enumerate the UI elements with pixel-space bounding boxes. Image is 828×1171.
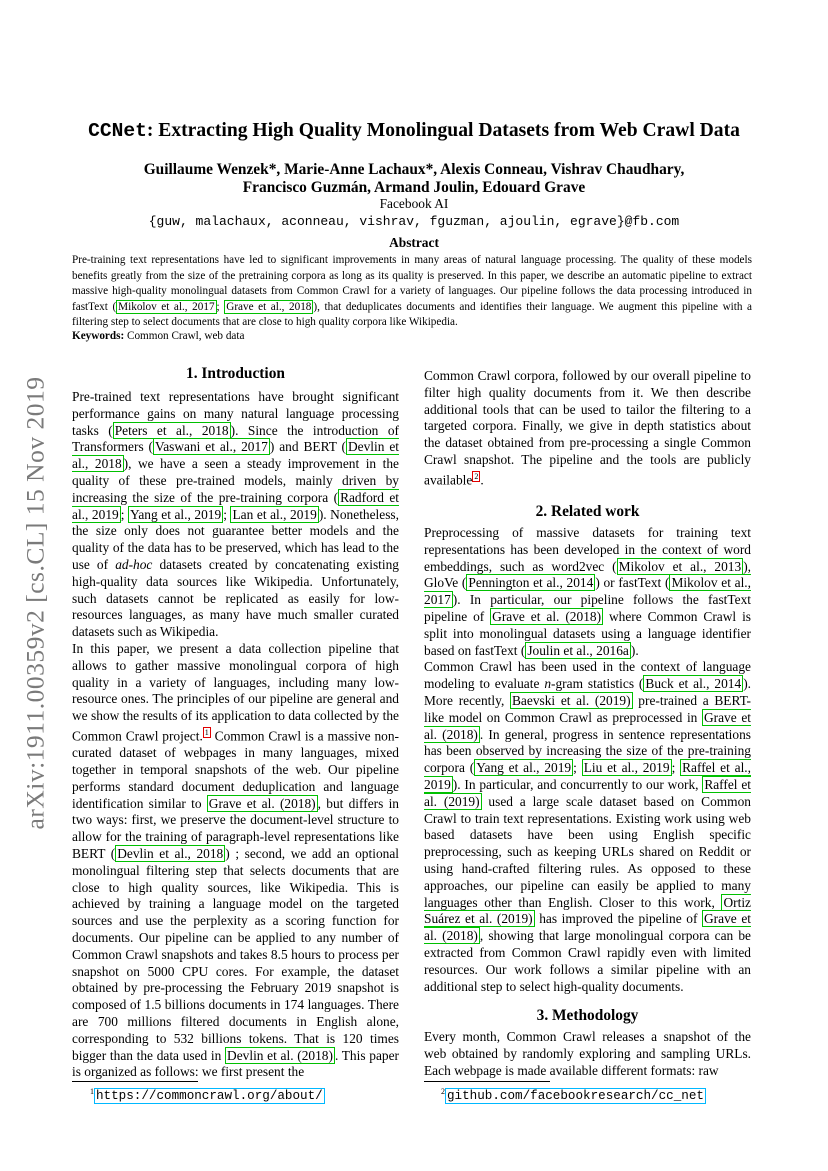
body-text: ;: [223, 506, 231, 522]
footnote-rule-right: [424, 1081, 550, 1082]
body-text: ).: [630, 642, 639, 658]
arxiv-identifier-stamp: [22, 357, 48, 849]
citation-link[interactable]: Lan et al., 2019: [232, 506, 317, 522]
citation-link[interactable]: Devlin et al., 2018: [117, 845, 224, 861]
body-text: ;: [671, 760, 681, 776]
citation-link[interactable]: Grave et al. (2018): [208, 795, 316, 811]
intro-paragraph-2: [72, 641, 399, 1081]
citation-link[interactable]: Buck et al., 2014: [645, 676, 742, 692]
citation-link[interactable]: Liu et al., 2019: [583, 760, 670, 776]
body-text: pre-trained a BERT-like model on Common Crawl as preprocessed in: [424, 693, 751, 725]
abstract-heading: Abstract: [389, 235, 439, 250]
citation-link[interactable]: Grave et al. (2018): [424, 709, 751, 742]
footnote-number: 1: [90, 1087, 94, 1096]
affiliation: Facebook AI: [379, 196, 449, 211]
footnote-number: 2: [441, 1087, 445, 1096]
footnote-marker[interactable]: 1: [204, 727, 209, 737]
body-text: ). More recently,: [424, 676, 752, 709]
body-text: Common Crawl corpora, followed by our overall pipeline to filter high quality documents from it. We then describe additional tools that can be used to tailor the filtering to a targeted corpora. Finally, we give in depth statistics about the dataset obtained from pre-processing a single Common Crawl snapshot. The pipeline and the tools are publicly available: [424, 368, 751, 488]
body-text: ), we have a seen a steady improvement in the quality of these pre-trained models, mainly driven by increasing the size of the pre-training corpora (: [72, 456, 399, 505]
intro-paragraph-1: [72, 389, 399, 641]
arxiv-stamp-text: arXiv:1911.00359v2 [cs.CL] 15 Nov 2019: [20, 376, 49, 830]
citation-link[interactable]: Mikolov et al., 2017: [424, 575, 751, 608]
citation-link[interactable]: Yang et al., 2019: [476, 760, 572, 776]
body-text: Pre-trained text representations have brought significant performance gains on many natural language processing tasks (: [72, 389, 399, 438]
body-text: . This paper is organized as follows: we first present the: [72, 1047, 399, 1080]
body-text: datasets created by concatenating existing high-quality data sources like Wikipedia. Unfortunately, such datasets cannot be replicated as easily for low-resources languages, as many have much smaller curated datasets such as Wikipedia.: [72, 556, 399, 640]
footnote-2: [441, 1087, 706, 1103]
citation-link[interactable]: Baevski et al. (2019): [512, 693, 631, 709]
keywords-values: Common Crawl, web data: [124, 330, 245, 342]
body-text: has improved the pipeline of: [534, 911, 703, 927]
section-heading-introduction: 1. Introduction: [186, 365, 285, 382]
body-text: , showing that large monolingual corpora can be extracted from Common Crawl rapidly even with limited resources. Our work follows a similar pipeline with an additional step to select high-quality documents.: [424, 928, 751, 994]
citation-link[interactable]: Devlin et al. (2018): [227, 1047, 333, 1063]
italic-term: ad-hoc: [115, 556, 153, 572]
intro-paragraph-3: [424, 368, 751, 489]
body-text: ). Nonetheless, the size only does not guarantee better models and the quality of the data has to be preserved, which has lead to the use of: [72, 506, 399, 572]
abstract-text: ), that deduplicates documents and identifies their language. We augment this pipeline with a filtering step to select documents that are close to high quality corpora like Wikipedia.: [72, 300, 752, 329]
citation-link[interactable]: Pennington et al., 2014: [468, 575, 594, 591]
body-text: ), GloVe (: [424, 558, 751, 591]
citation-link[interactable]: Radford et al., 2019: [72, 489, 400, 522]
title-project-name: CCNet: [88, 120, 147, 142]
keywords-label: Keywords:: [72, 330, 125, 342]
footnote-marker[interactable]: 2: [474, 471, 479, 481]
body-text: where Common Crawl is split into monolingual datasets using a language identifier based on fastText (: [424, 609, 751, 658]
section-heading-methodology: 3. Methodology: [536, 1007, 639, 1025]
body-text: In this paper, we present a data collection pipeline that allows to gather massive monolingual corpora of high quality in a variety of languages, including many low-resource ones. The principles of our pipeline are general and we show the results of its application to data collected by the Common Crawl project.: [72, 640, 399, 744]
citation-link[interactable]: Joulin et al., 2016a: [527, 642, 629, 658]
abstract-body: [72, 253, 752, 331]
body-text: ) and BERT (: [269, 439, 346, 455]
related-paragraph-2: [424, 659, 751, 995]
body-text: ;: [573, 760, 582, 776]
citation-link[interactable]: Grave et al. (2018): [424, 911, 751, 944]
footnote-1: [90, 1087, 325, 1103]
citation-link[interactable]: Raffel et al. (2019): [424, 777, 751, 809]
citation-link[interactable]: Mikolov et al., 2013: [618, 558, 742, 574]
citation-link[interactable]: Raffel et al., 2019: [424, 760, 751, 792]
left-column: [72, 389, 399, 1081]
footnote-rule-left: [72, 1081, 198, 1082]
body-text: ) or fastText (: [595, 575, 670, 591]
abstract-text: Pre-training text representations have led to significant improvements in many areas of natural language processing. The quality of these models benefits greatly from the size of the pretraining corpora as long as its quality is preserved. In this paper, we describe an automatic pipeline to extract massive high-quality monolingual datasets from Common Crawl for a variety of languages. Our pipeline follows the data processing introduced in fastText (: [72, 254, 752, 313]
right-column: [424, 368, 751, 1080]
abstract-text: ;: [216, 300, 225, 313]
keywords: [72, 330, 752, 342]
method-paragraph-1: Every month, Common Crawl releases a snapshot of the web obtained by randomly exploring and sampling URLs. Each webpage is made available different formats: raw: [424, 1029, 751, 1078]
author-emails: {guw, malachaux, aconneau, vishrav, fguzman, ajoulin, egrave}@fb.com: [148, 214, 680, 229]
body-text: ). In particular, and concurrently to our work,: [452, 777, 703, 792]
related-paragraph-1: [424, 525, 751, 659]
citation-link[interactable]: Devlin et al., 2018: [72, 439, 399, 472]
section-heading-related-work: 2. Related work: [535, 503, 640, 521]
body-text: Common Crawl is a massive non-curated dataset of webpages in many languages, mixed together in temporal snapshots of the web. Our pipeline performs standard document deduplication and language identification similar to: [72, 728, 399, 811]
citation-link[interactable]: Ortiz Suárez et al. (2019): [424, 894, 751, 927]
author-line-2: Francisco Guzmán, Armand Joulin, Edouard Grave: [242, 179, 586, 196]
body-text: . In general, progress in sentence representations has been observed by increasing the size of the pre-training corpora (: [424, 726, 751, 776]
body-text: ). Since the introduction of Transformers (: [72, 422, 399, 455]
body-text: -gram statistics (: [551, 676, 644, 692]
author-list: [70, 161, 758, 197]
citation-link[interactable]: Yang et al., 2019: [130, 506, 222, 522]
body-text: ;: [120, 506, 129, 522]
italic-variable: n: [544, 676, 552, 692]
body-text: used a large scale dataset based on Common Crawl to train text representations. Existing work using web based datasets have been using English specific preprocessing, such as keeping URLs shared on Reddit or using hand-crafted filtering rules. As opposed to these approaches, our pipeline can easily be applied to many languages other than English. Closer to this work,: [424, 793, 751, 910]
title-rest: : Extracting High Quality Monolingual Datasets from Web Crawl Data: [146, 120, 740, 141]
body-text: Common Crawl has been used in the context of language modeling to evaluate: [424, 659, 751, 692]
body-text: ). In particular, our pipeline follows the fastText pipeline of: [424, 592, 751, 625]
body-text: Preprocessing of massive datasets for training text representations has been developed in the context of word embeddings, such as word2vec (: [424, 525, 751, 574]
citation-link[interactable]: Vaswani et al., 2017: [155, 439, 268, 455]
footnote-url-link[interactable]: https://commoncrawl.org/about/: [96, 1089, 323, 1104]
citation-link[interactable]: Mikolov et al., 2017: [118, 300, 215, 313]
body-text: ) ; second, we add an optional monolingual filtering step that selects documents that are close to high quality sources, like Wikipedia. This is achieved by training a language model on the targeted sources and use the perplexity as a scoring function for documents. Our pipeline can be applied to any number of Common Crawl snapshots and takes 8.5 hours to process per snapshot on 5000 CPU cores. For example, the dataset obtained by pre-processing the February 2019 snapshot is composed of 1.5 billions documents in 174 languages. There are 700 millions filtered documents in English alone, corresponding to 532 billions tokens. That is 120 times bigger than the data used in: [72, 845, 399, 1063]
body-text: .: [480, 472, 484, 488]
citation-link[interactable]: Grave et al. (2018): [492, 609, 602, 625]
citation-link[interactable]: Peters et al., 2018: [114, 422, 229, 438]
paper-title: [70, 120, 758, 142]
author-line-1: Guillaume Wenzek*, Marie-Anne Lachaux*, Alexis Conneau, Vishrav Chaudhary,: [143, 161, 685, 178]
footnote-url-link[interactable]: github.com/facebookresearch/cc_net: [447, 1089, 704, 1104]
citation-link[interactable]: Grave et al., 2018: [226, 300, 312, 313]
body-text: , but differs in two ways: first, we preserve the document-level structure to allow for the training of paragraph-level representations like BERT (: [72, 795, 399, 861]
